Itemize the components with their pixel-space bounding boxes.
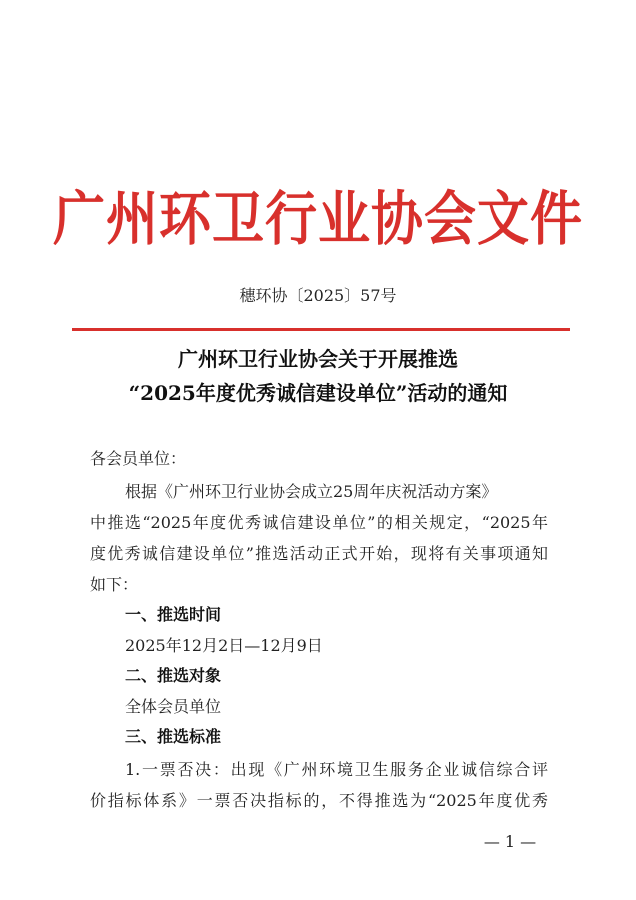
- section-3-heading: 三、推选标准: [125, 727, 222, 746]
- notice-title-line-1: 广州环卫行业协会关于开展推选: [178, 347, 458, 371]
- section-2-text: 全体会员单位: [125, 697, 222, 716]
- section-3-item-1-line-1: 1.一票否决：出现《广州环境卫生服务企业诚信综合评: [125, 760, 548, 779]
- paragraph-1-line-2: 中推选“2025年度优秀诚信建设单位”的相关规定，“2025年: [90, 513, 548, 532]
- section-1-heading: 一、推选时间: [125, 605, 222, 624]
- section-3-item-1-line-2: 价指标体系》一票否决指标的，不得推选为“2025年度优秀: [90, 791, 548, 810]
- page-number: — 1 —: [483, 832, 537, 851]
- document-number: 穗环协〔2025〕57号: [239, 286, 397, 305]
- notice-title-line-2: “2025年度优秀诚信建设单位”活动的通知: [128, 381, 508, 405]
- masthead-title: 广州环卫行业协会文件: [52, 185, 583, 254]
- red-divider-rule: [72, 328, 570, 331]
- section-2-heading: 二、推选对象: [125, 666, 222, 685]
- salutation: 各会员单位：: [90, 449, 187, 468]
- section-1-text: 2025年12月2日—12月9日: [125, 636, 323, 655]
- paragraph-1-line-4: 如下：: [90, 575, 139, 594]
- paragraph-1-line-3: 度优秀诚信建设单位”推选活动正式开始，现将有关事项通知: [90, 544, 548, 563]
- paragraph-1-line-1: 根据《广州环卫行业协会成立25周年庆祝活动方案》: [125, 482, 498, 501]
